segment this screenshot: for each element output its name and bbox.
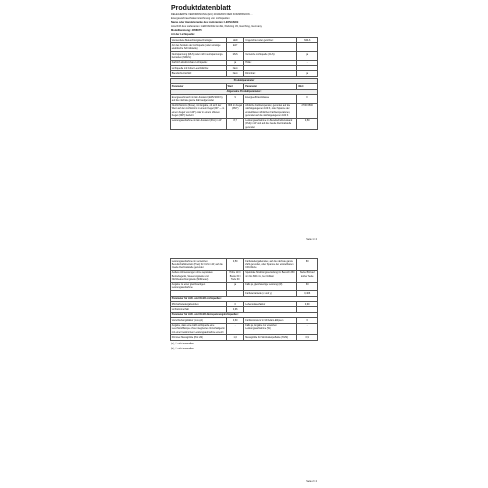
param-label: Verwendete Beleuchtungstechnologie: — [171, 38, 227, 43]
param-value: ja — [297, 51, 318, 60]
param-value: 0,50 — [226, 259, 244, 271]
param-value: LED — [226, 38, 244, 43]
table-row — [171, 94, 318, 103]
param-label: Nutzlichtstrom (Φuse), mit Angabe, ob sich der Wert auf den Lichtstrom in einem Kegel (90° — in einem Kegel von 120°) oder in einem offenen Kegel (360°) bezieht — [171, 103, 227, 118]
param-label: Farblich abstimmbare Lichtquelle: — [171, 60, 227, 65]
param-value: E27 — [226, 43, 244, 52]
table-header: Parameter — [244, 84, 297, 89]
param-label: Angabe, dass eine LED-Lichtquelle eine Leuchtstofflampe ohne integriertes Vorschaltgerät mit einer bestimmten Leistungsaufnahme ersetzt — [171, 324, 225, 334]
param-label: Farbwiedergabeindex, auf die nächste ganze Zahl gerundet, oder Spanne der einstellbaren CRI-Werte — [244, 259, 297, 271]
section-heading: Parameter für LED- und OLED-Lichtquellen: — [171, 296, 318, 301]
param-label: Ungerichtet oder gerichtet: — [244, 38, 297, 43]
param-label: Vernetzte Lichtquelle (CLS): — [244, 51, 297, 60]
param-value: Höhe 113 / Breite 60 / Tiefe 60 — [226, 270, 244, 282]
param-label: Leistungsaufnahme im Ein-Zustand (Pon) in W — [171, 118, 227, 130]
param-value: 0,96 — [226, 307, 244, 312]
param-label: Ähnliche Farbtemperatur, gerundet auf die nächstgelegenen 100 K, oder Spanne der einstellbaren ähnlichen Farbtemperaturen, gerundet auf die nächstgelegenen 100 K — [244, 103, 297, 118]
param-label: R9-Farbwiedergabeindex — [171, 301, 227, 306]
table-row — [171, 51, 318, 60]
model-line: Modellkennung: 4058075 — [171, 29, 202, 32]
page-number: Seite 2 / 2 — [306, 480, 317, 483]
param-value: 1,0 — [226, 335, 244, 340]
param-value: 0,50 — [297, 118, 318, 130]
table-header: Parameter — [171, 84, 227, 89]
table-row — [171, 71, 318, 76]
param-label: Leistungsaufnahme im vernetzten Bereitschaftsbetrieb (Pnet) für CLS in W, auf die zweite Dezimalstelle gerundet — [171, 259, 227, 271]
table-row — [171, 118, 318, 130]
param-label — [244, 43, 297, 52]
section-heading: Art der Lichtquelle: — [171, 33, 195, 36]
param-value: 0,60 — [226, 318, 244, 323]
param-label: Äußere Abmessungen ohne separates Betriebsgerät, Steuerungsteile und Nichtbeleuchtungsteile (Millimeter) — [171, 270, 227, 282]
param-label: Lichtquelle mit hoher Leuchtdichte: — [171, 65, 227, 70]
param-value: 2700 6500 — [297, 103, 318, 118]
param-label: Energieverbrauch im Ein-Zustand (kWh/1000 h), auf die nächste ganze Zahl aufgerundet — [171, 94, 227, 103]
footnote: (a) „-“: nicht anwendbar — [171, 342, 194, 345]
param-label: Spektrale Strahlungsverteilung im Bereich 250 nm bis 800 nm, bei Volllast — [244, 270, 297, 282]
param-label: Energieeffizienzklasse — [244, 94, 297, 103]
intro-line: DELEGIERTE VERORDNUNG (EU) 2019/2015 DER KOMMISSION ... — [171, 13, 253, 16]
table-header: Wert — [297, 84, 318, 89]
param-label: Angabe zu einer gleichwertigen Leistungsaufnahme — [171, 282, 227, 291]
page-number: Seite 1 / 2 — [306, 238, 317, 241]
table-row — [171, 259, 318, 271]
params-table-continued — [170, 258, 318, 341]
param-value: 6 — [297, 318, 318, 323]
param-label: Verschiebungsfaktor (cos φ1) — [171, 318, 227, 323]
param-value: 80 — [297, 259, 318, 271]
param-value: - — [226, 323, 244, 335]
section-heading: Parameter für LED- und OLED-Netzspannungslichtquellen: — [171, 312, 318, 317]
datasheet-page-1 — [168, 3, 320, 243]
param-value: Nein — [226, 65, 244, 70]
address-line: Anschrift des Lieferanten: LEDVANCE GmbH, Parkring 33, Garching, Germany — [171, 25, 262, 28]
datasheet-page-2 — [168, 255, 320, 485]
param-label: Lichtstromerhalt — [171, 307, 227, 312]
table-row — [171, 103, 318, 118]
footnote: (b) „-“: nicht anwendbar — [171, 347, 194, 350]
param-value: 60 — [297, 282, 318, 291]
param-value: Siehe Bild auf letzter Seite — [297, 270, 318, 282]
table-row — [171, 335, 318, 340]
param-label: Falls ja, gleichwertige Leistung (W) — [244, 282, 297, 291]
param-label: Falls ja, Angabe zur ersetzten Leistungsaufnahme (W) — [244, 323, 297, 335]
param-value: 9 — [226, 94, 244, 103]
param-label: Farbkonsistenz in McAdam-Ellipsen — [244, 318, 297, 323]
param-label: Messgröße für Stroboskopeffekte (SVM) — [244, 335, 297, 340]
param-value: ja — [226, 282, 244, 291]
document-title: Produktdatenblatt — [171, 5, 231, 12]
param-value: - — [297, 323, 318, 335]
param-label: Farbwertanteile (x und y) — [244, 291, 297, 296]
table-row — [171, 282, 318, 291]
params-table — [170, 78, 318, 131]
supplier-line: Name oder Handelsmarke des Lieferanten: LEDVANCE — [171, 21, 239, 24]
param-value: 0,90 — [297, 301, 318, 306]
param-value: 8,7 — [226, 118, 244, 130]
param-value: 806 im Kegel (360°) — [226, 103, 244, 118]
param-value: 0,9 — [297, 335, 318, 340]
param-value: ja — [226, 60, 244, 65]
table-row — [171, 43, 318, 52]
param-value: F — [297, 94, 318, 103]
param-value: 0 — [226, 301, 244, 306]
param-value: 0,406 — [297, 291, 318, 296]
param-value: Nein — [226, 71, 244, 76]
param-label: Netzspannung (MLS) oder nicht netzspannungs-betrieben (NMLS): — [171, 51, 227, 60]
param-label: Blendschutzschild: — [171, 71, 227, 76]
param-value: ja — [297, 71, 318, 76]
table-row — [171, 323, 318, 335]
intro-line: Energieverbrauchskennzeichnung von Lichtquellen — [171, 17, 230, 20]
param-label: Dimmbar: — [244, 71, 297, 76]
param-label: Flimmer-Messgröße (Pst LM) — [171, 335, 227, 340]
param-label: Art des Sockels der Lichtquelle (oder sonstige elektrische Schnittstelle) — [171, 43, 227, 52]
param-value — [297, 43, 318, 52]
param-label: Hülle: — [244, 60, 297, 65]
param-value: MLS — [226, 51, 244, 60]
section-heading: Allgemeine Produktparameter: — [171, 89, 318, 94]
table-header: Wert — [226, 84, 244, 89]
type-table — [170, 37, 318, 77]
section-heading: Produktparameter — [171, 78, 318, 83]
param-value: - — [297, 60, 318, 65]
param-value: NDLS — [297, 38, 318, 43]
table-row — [171, 270, 318, 282]
param-label: Lebensdauerfaktor — [244, 301, 297, 306]
param-label: Leistungsaufnahme im Bereitschaftszustand (Psb) in W und auf die zweite Dezimalstelle gerundet — [244, 118, 297, 130]
